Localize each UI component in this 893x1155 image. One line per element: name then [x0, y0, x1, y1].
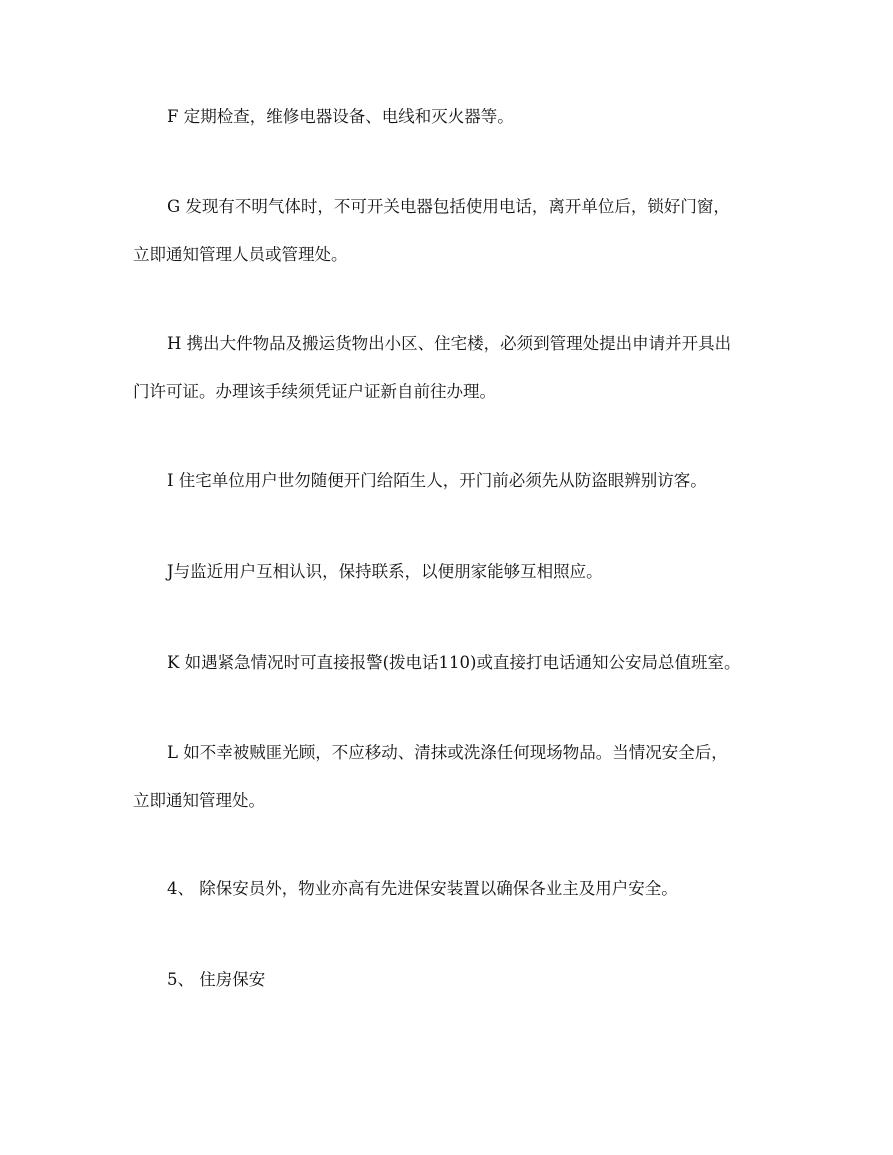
- paragraph-line: F 定期检查，维修电器设备、电线和灭火器等。: [167, 107, 514, 126]
- paragraph-i: [133, 457, 783, 505]
- paragraph-section-5: [133, 956, 783, 1004]
- paragraph-line: K 如遇紧急情况时可直接报警(拨电话110)或直接打电话通知公安局总值班室。: [167, 653, 741, 672]
- paragraph-g: [133, 183, 783, 279]
- paragraph-line: I 住宅单位用户世勿随便开门给陌生人，开门前必须先从防盗眼辨别访客。: [167, 471, 707, 490]
- paragraph-line: L 如不幸被贼匪光顾，不应移动、清抹或洗涤任何现场物品。当情况安全后，: [167, 743, 728, 762]
- paragraph-line: H 携出大件物品及搬运货物出小区、住宅楼，必须到管理处提出申请并开具出: [167, 334, 732, 353]
- paragraph-line: 立即通知管理处。: [133, 791, 265, 810]
- paragraph-line: J与监近用户互相认识，保持联系，以便朋家能够互相照应。: [167, 562, 603, 581]
- paragraph-line: 5、 住房保安: [167, 970, 266, 989]
- paragraph-line: G 发现有不明气体时，不可开关电器包括使用电话，离开单位后，锁好门窗，: [167, 197, 730, 216]
- paragraph-h: [133, 320, 783, 416]
- paragraph-f: [133, 93, 783, 141]
- paragraph-line: 立即通知管理人员或管理处。: [133, 245, 348, 264]
- paragraph-line: 4、 除保安员外，物业亦高有先进保安装置以确保各业主及用户安全。: [167, 879, 678, 898]
- paragraph-k: [133, 639, 783, 687]
- paragraph-section-4: [133, 865, 783, 913]
- paragraph-j: [133, 548, 783, 596]
- paragraph-line: 门许可证。办理该手续须凭证户证新自前往办理。: [133, 382, 496, 401]
- paragraph-l: [133, 729, 783, 825]
